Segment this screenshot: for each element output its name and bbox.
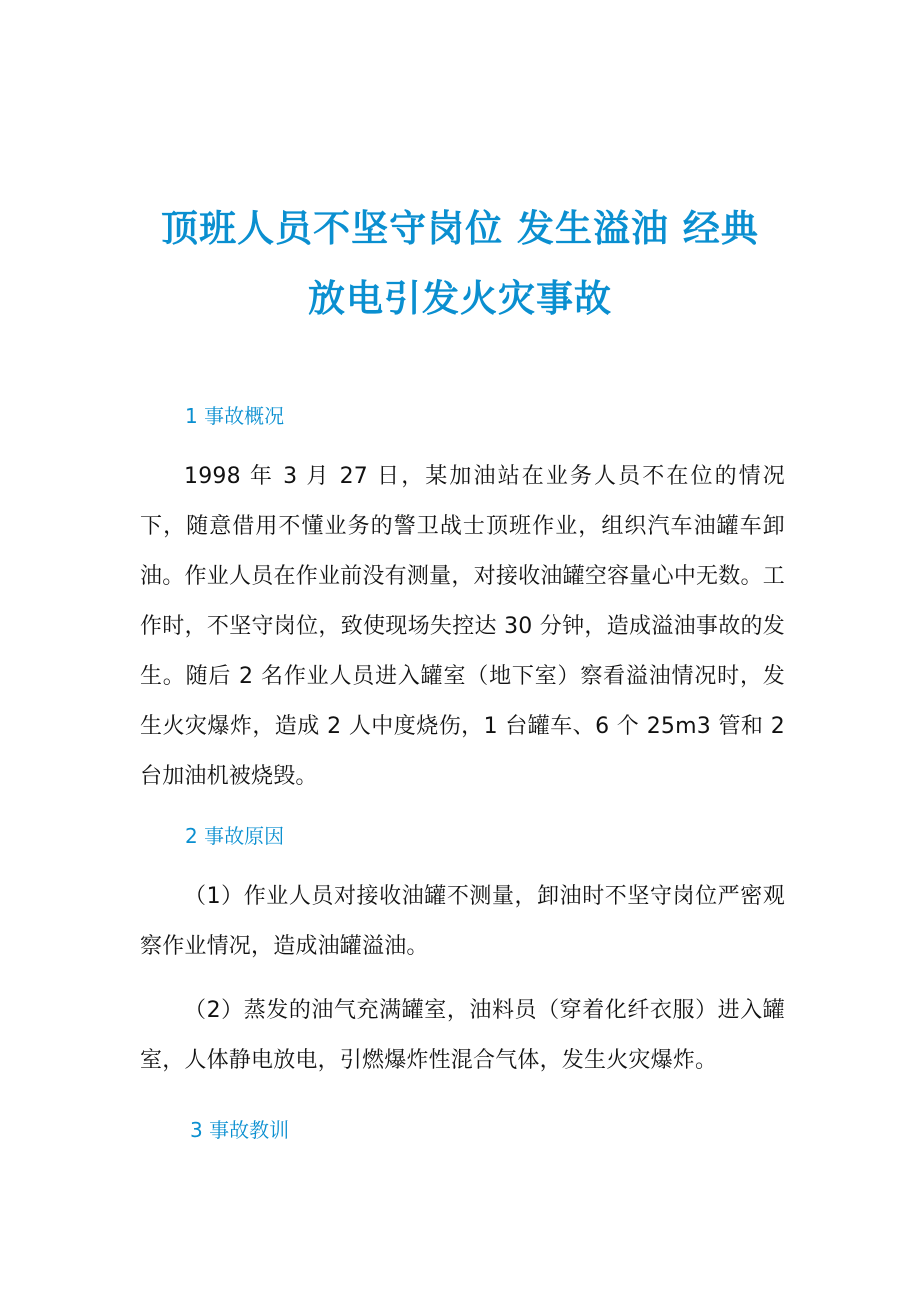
document-title-line-1: 顶班人员不坚守岗位 发生溢油 经典	[161, 207, 759, 250]
section-heading-lessons: 3 事故教训	[190, 1118, 290, 1142]
paragraph-cause-1: （1）作业人员对接收油罐不测量，卸油时不坚守岗位严密观察作业情况，造成油罐溢油。	[140, 884, 785, 959]
section-heading-overview: 1 事故概况	[185, 404, 285, 428]
section-heading-cause: 2 事故原因	[185, 824, 285, 848]
paragraph-cause-2: （2）蒸发的油气充满罐室，油料员（穿着化纤衣服）进入罐室，人体静电放电，引燃爆炸性混合气体，发生火灾爆炸。	[140, 998, 785, 1073]
paragraph-overview: 1998 年 3 月 27 日，某加油站在业务人员不在位的情况下，随意借用不懂业务的警卫战士顶班作业，组织汽车油罐车卸油。作业人员在作业前没有测量，对接收油罐空容量心中无数。工作时，不坚守岗位，致使现场失控达 30 分钟，造成溢油事故的发生。随后 2 名作业人员进入罐室（地下室）察看溢油情况时，发生火灾爆炸，造成 2 人中度烧伤，1 台罐车、6 个 25m3 管和 2 台加油机被烧毁。	[140, 464, 785, 789]
document-title-line-2: 放电引发火灾事故	[308, 277, 612, 320]
